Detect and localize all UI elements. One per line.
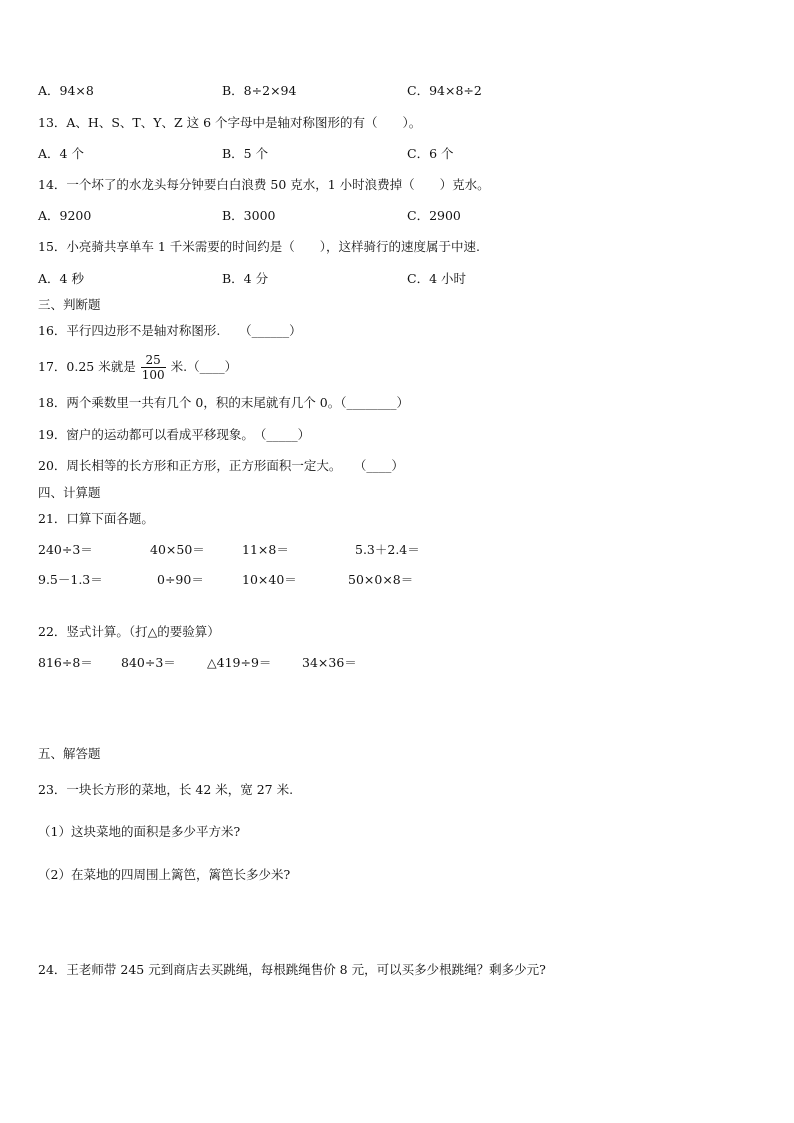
q15-option-b: B．4 分: [222, 271, 269, 286]
q17-before: 17．0.25 米就是: [38, 359, 136, 374]
q20: 20．周长相等的长方形和正方形，正方形面积一定大。 （____）: [38, 458, 404, 473]
q21-r2-item-1: 9.5－1.3＝: [38, 572, 103, 587]
q23-sub-2: （2）在菜地的四周围上篱笆，篱笆长多少米?: [38, 867, 291, 882]
section-4-heading: 四、计算题: [38, 485, 101, 500]
q21-r1-item-1: 240÷3＝: [38, 542, 93, 557]
q14-option-b: B．3000: [222, 208, 276, 223]
q12-option-a: A．94×8: [38, 83, 94, 98]
q14-option-c: C．2900: [407, 208, 461, 223]
q22-item-4: 34×36＝: [302, 655, 357, 670]
q21-r1-item-3: 11×8＝: [242, 542, 289, 557]
q17-fraction-denominator: 100: [141, 368, 165, 382]
q18: 18．两个乘数里一共有几个 0，积的末尾就有几个 0。（________）: [38, 395, 410, 410]
q13-stem: 13．A、H、S、T、Y、Z 这 6 个字母中是轴对称图形的有（ ）。: [38, 115, 422, 130]
q21-r2-item-3: 10×40＝: [242, 572, 297, 587]
q14-option-a: A．9200: [38, 208, 92, 223]
section-5-heading: 五、解答题: [38, 746, 101, 761]
q22-item-2: 840÷3＝: [121, 655, 176, 670]
q13-option-b: B．5 个: [222, 146, 269, 161]
q21-r1-item-4: 5.3＋2.4＝: [355, 542, 420, 557]
q22-item-3: △419÷9＝: [207, 655, 272, 670]
q13-option-c: C．6 个: [407, 146, 454, 161]
q24: 24．王老师带 245 元到商店去买跳绳，每根跳绳售价 8 元，可以买多少根跳绳？剩多少元?: [38, 962, 546, 977]
q15-option-a: A．4 秒: [38, 271, 84, 286]
q13-option-a: A．4 个: [38, 146, 84, 161]
q21-r2-item-4: 50×0×8＝: [348, 572, 414, 587]
section-3-heading: 三、判断题: [38, 297, 101, 312]
q12-option-b: B．8÷2×94: [222, 83, 297, 98]
q19: 19．窗户的运动都可以看成平移现象。 （_____）: [38, 427, 311, 442]
q17-after: 米.（____）: [170, 359, 238, 374]
q15-option-c: C．4 小时: [407, 271, 466, 286]
q22-stem: 22．竖式计算。（打△的要验算）: [38, 624, 220, 639]
q21-r1-item-2: 40×50＝: [150, 542, 205, 557]
q12-option-c: C．94×8÷2: [407, 83, 482, 98]
q16: 16．平行四边形不是轴对称图形. （______）: [38, 323, 302, 338]
q21-r2-item-2: 0÷90＝: [157, 572, 204, 587]
q21-stem: 21．口算下面各题。: [38, 511, 154, 526]
q14-stem: 14．一个坏了的水龙头每分钟要白白浪费 50 克水，1 小时浪费掉（ ）克水。: [38, 177, 490, 192]
q23-stem: 23．一块长方形的菜地，长 42 米，宽 27 米.: [38, 782, 294, 797]
q23-sub-1: （1）这块菜地的面积是多少平方米?: [38, 824, 241, 839]
q22-item-1: 816÷8＝: [38, 655, 93, 670]
q17: [38, 349, 237, 385]
q17-fraction-numerator: 25: [145, 353, 161, 367]
q17-fraction: [141, 353, 166, 382]
q15-stem: 15．小亮骑共享单车 1 千米需要的时间约是（ ），这样骑行的速度属于中速.: [38, 239, 481, 254]
